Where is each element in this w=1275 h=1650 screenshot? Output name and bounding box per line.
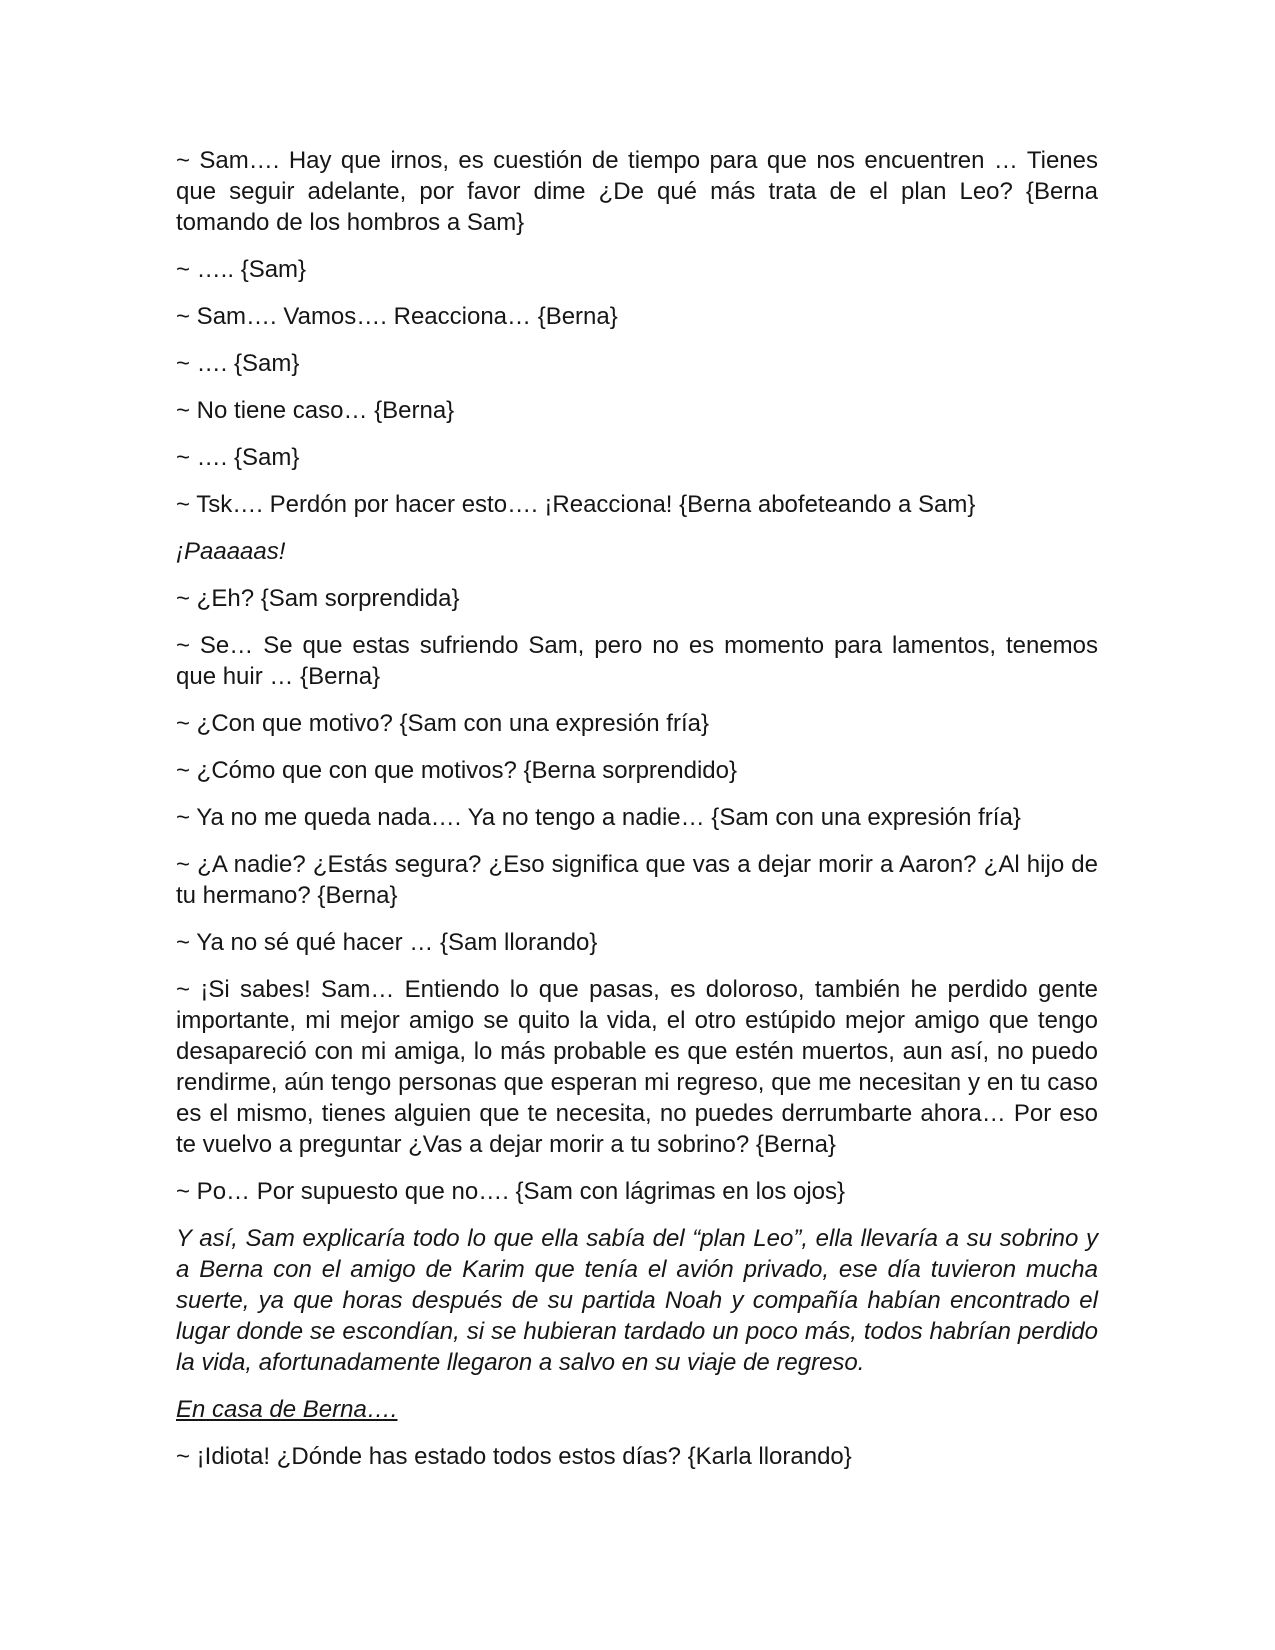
dialogue-line: ~ Ya no me queda nada…. Ya no tengo a nadie… {Sam con una expresión fría} [176, 804, 1021, 831]
dialogue-line: ~ Se… Se que estas sufriendo Sam, pero no es momento para lamentos, tenemos que huir … {Berna} [176, 632, 1098, 690]
dialogue-line: ~ ¿Con que motivo? {Sam con una expresión fría} [176, 710, 709, 737]
dialogue-line: ~ ¿Cómo que con que motivos? {Berna sorprendido} [176, 757, 738, 784]
dialogue-line: ~ …. {Sam} [176, 444, 300, 471]
dialogue-line: ~ Ya no sé qué hacer … {Sam llorando} [176, 929, 598, 956]
sound-effect: ¡Paaaaas! [176, 538, 286, 565]
scene-heading-text: En casa de Berna…. [176, 1396, 398, 1423]
dialogue-line: ~ Po… Por supuesto que no…. {Sam con lágrimas en los ojos} [176, 1178, 846, 1205]
dialogue-line: ~ ¿Eh? {Sam sorprendida} [176, 585, 460, 612]
dialogue-line: ~ Sam…. Vamos…. Reacciona… {Berna} [176, 303, 618, 330]
dialogue-line: ~ …. {Sam} [176, 350, 300, 377]
document-page [176, 145, 1098, 1488]
dialogue-line: ~ ¡Idiota! ¿Dónde has estado todos estos días? {Karla llorando} [176, 1443, 852, 1470]
narration-paragraph: Y así, Sam explicaría todo lo que ella sabía del “plan Leo”, ella llevaría a su sobrino y a Berna con el amigo de Karim que tenía el avión privado, ese día tuvieron mucha suerte, ya que horas después de su partida Noah y compañía habían encontrado el lugar donde se escondían, si se hubieran tardado un poco más, todos habrían perdido la vida, afortunadamente llegaron a salvo en su viaje de regreso. [176, 1225, 1098, 1376]
dialogue-line: ~ ….. {Sam} [176, 256, 307, 283]
scene-heading [176, 1394, 1098, 1425]
dialogue-line: ~ No tiene caso… {Berna} [176, 397, 455, 424]
dialogue-line: ~ Tsk…. Perdón por hacer esto…. ¡Reacciona! {Berna abofeteando a Sam} [176, 491, 976, 518]
dialogue-line: ~ ¡Si sabes! Sam… Entiendo lo que pasas, es doloroso, también he perdido gente importante, mi mejor amigo se quito la vida, el otro estúpido mejor amigo que tengo desapareció con mi amiga, lo más probable es que estén muertos, aun así, no puedo rendirme, aún tengo personas que esperan mi regreso, que me necesitan y en tu caso es el mismo, tienes alguien que te necesita, no puedes derrumbarte ahora… Por eso te vuelvo a preguntar ¿Vas a dejar morir a tu sobrino? {Berna} [176, 976, 1098, 1158]
dialogue-line: ~ ¿A nadie? ¿Estás segura? ¿Eso significa que vas a dejar morir a Aaron? ¿Al hijo de tu hermano? {Berna} [176, 851, 1098, 909]
dialogue-line: ~ Sam…. Hay que irnos, es cuestión de tiempo para que nos encuentren … Tienes que seguir adelante, por favor dime ¿De qué más trata de el plan Leo? {Berna tomando de los hombros a Sam} [176, 147, 1098, 236]
